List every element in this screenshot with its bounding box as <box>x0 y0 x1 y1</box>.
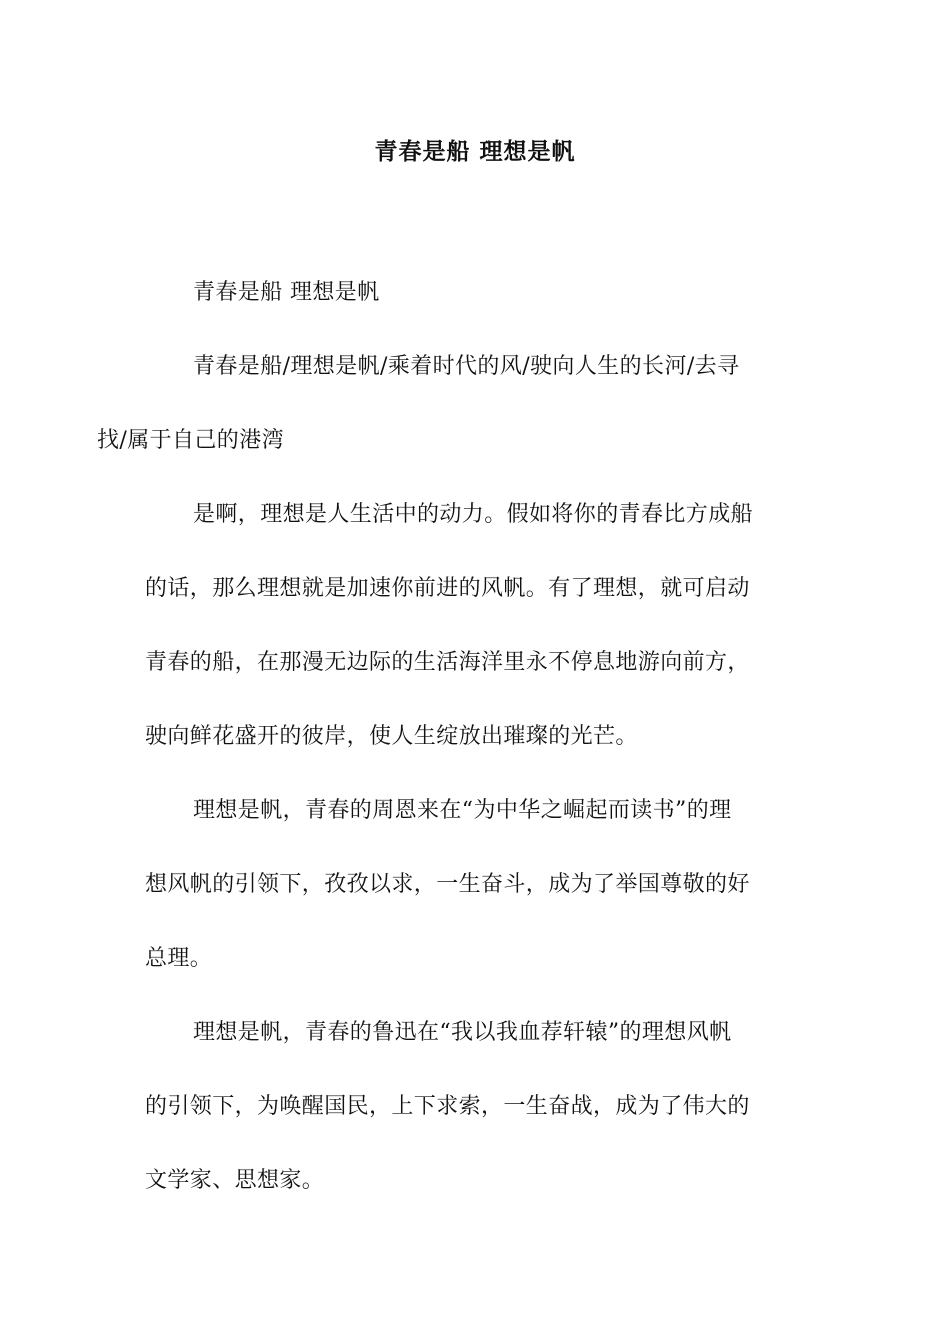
paragraph-line: 想风帆的引领下，孜孜以求，一生奋斗，成为了举国尊敬的好 <box>145 872 750 897</box>
paragraph-ideal-power <box>145 478 805 774</box>
paragraph-line: 的话，那么理想就是加速你前进的风帆。有了理想，就可启动 <box>145 576 750 601</box>
paragraph-line: 总理。 <box>145 946 213 971</box>
paragraph-lu-xun <box>145 996 805 1218</box>
paragraph-line: 驶向鲜花盛开的彼岸，使人生绽放出璀璨的光芒。 <box>145 724 638 749</box>
paragraph-line: 的引领下，为唤醒国民，上下求索，一生奋战，成为了伟大的 <box>145 1094 750 1119</box>
paragraph-line: 理想是帆，青春的鲁迅在“我以我血荐轩辕”的理想风帆 <box>193 1020 732 1045</box>
paragraph-subtitle <box>145 256 805 330</box>
paragraph-line: 理想是帆，青春的周恩来在“为中华之崛起而读书”的理 <box>193 798 732 823</box>
paragraph-line: 找/属于自己的港湾 <box>97 428 285 453</box>
paragraph-line: 青春的船，在那漫无边际的生活海洋里永不停息地游向前方， <box>145 650 750 675</box>
paragraph-zhou-enlai <box>145 774 805 996</box>
document-title: 青春是船 理想是帆 <box>374 138 576 165</box>
paragraph-line: 文学家、思想家。 <box>145 1168 325 1193</box>
paragraph-line: 青春是船 理想是帆 <box>193 280 380 305</box>
paragraph-line: 青春是船/理想是帆/乘着时代的风/驶向人生的长河/去寻 <box>193 354 740 379</box>
paragraph-line: 是啊，理想是人生活中的动力。假如将你的青春比方成船 <box>193 502 754 527</box>
paragraph-poem <box>97 330 805 478</box>
document-body <box>97 256 805 1218</box>
